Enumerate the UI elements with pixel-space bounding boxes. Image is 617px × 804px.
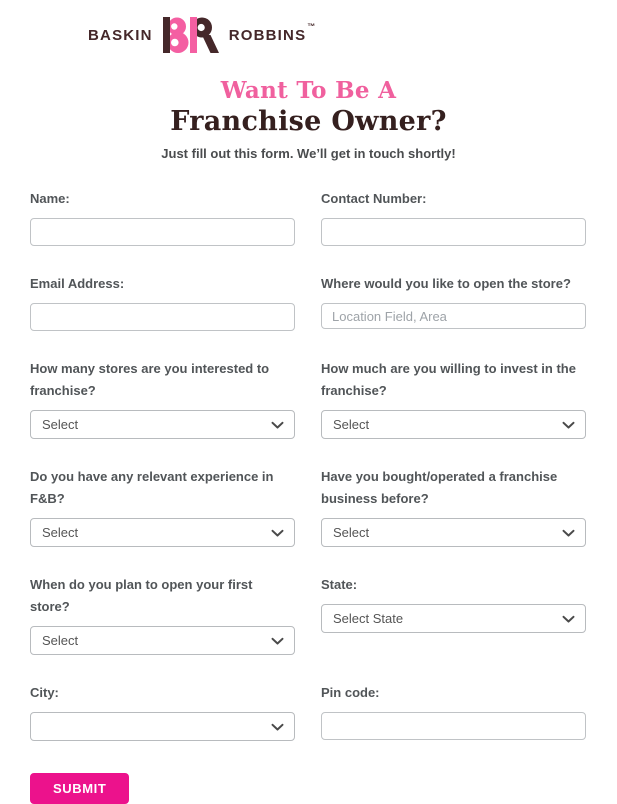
open-when-label: When do you plan to open your first store?: [30, 577, 253, 614]
open-when-select[interactable]: [30, 626, 295, 655]
store-location-label: Where would you like to open the store?: [321, 276, 571, 291]
br-monogram-icon: [162, 15, 220, 55]
email-input[interactable]: [30, 303, 295, 331]
logo-robbins-word: ROBBINS: [228, 26, 307, 44]
chevron-down-icon: [562, 421, 575, 429]
chevron-down-icon: [271, 421, 284, 429]
logo-robbins-text: [228, 21, 317, 44]
investment-select[interactable]: [321, 410, 586, 439]
franchise-before-label: Have you bought/operated a franchise business before?: [321, 469, 558, 506]
page-title-line2: Franchise Owner?: [170, 106, 447, 137]
field-stores-count: [30, 358, 295, 439]
franchise-form: [30, 188, 587, 768]
state-label: State:: [321, 577, 358, 592]
email-label: Email Address:: [30, 276, 125, 291]
field-open-when: [30, 574, 295, 655]
chevron-down-icon: [271, 529, 284, 537]
contact-number-input[interactable]: [321, 218, 586, 246]
investment-label: How much are you willing to invest in the franchise?: [321, 361, 576, 398]
hero-section: [0, 77, 617, 161]
submit-button[interactable]: SUBMIT: [30, 773, 129, 804]
field-name: [30, 188, 295, 246]
open-when-selected-value: Select: [42, 633, 79, 648]
page-subtitle: Just fill out this form. We’ll get in touch shortly!: [161, 146, 456, 161]
chevron-down-icon: [271, 637, 284, 645]
submit-row: [30, 773, 617, 804]
name-label: Name:: [30, 191, 70, 206]
field-email: [30, 273, 295, 331]
stores-count-select[interactable]: [30, 410, 295, 439]
field-state: [321, 574, 586, 633]
pin-code-label: Pin code:: [321, 685, 380, 700]
stores-count-label: How many stores are you interested to franchise?: [30, 361, 270, 398]
field-contact-number: [321, 188, 586, 246]
franchise-before-select[interactable]: [321, 518, 586, 547]
store-location-input[interactable]: [321, 303, 586, 329]
chevron-down-icon: [562, 529, 575, 537]
contact-number-label: Contact Number:: [321, 191, 427, 206]
field-pin-code: [321, 682, 586, 740]
city-label: City:: [30, 685, 59, 700]
state-select[interactable]: [321, 604, 586, 633]
chevron-down-icon: [271, 723, 284, 731]
fnb-experience-label: Do you have any relevant experience in F&B?: [30, 469, 274, 506]
field-store-location: [321, 273, 586, 329]
baskin-robbins-logo: [88, 0, 617, 55]
field-fnb-experience: [30, 466, 295, 547]
state-selected-value: Select State: [333, 611, 404, 626]
page-title-line1: Want To Be A: [220, 77, 397, 104]
stores-count-selected-value: Select: [42, 417, 79, 432]
fnb-experience-selected-value: Select: [42, 525, 79, 540]
fnb-experience-select[interactable]: [30, 518, 295, 547]
trademark-symbol: ™: [307, 21, 317, 31]
franchise-before-selected-value: Select: [333, 525, 370, 540]
field-franchise-before: [321, 466, 586, 547]
chevron-down-icon: [562, 615, 575, 623]
field-city: [30, 682, 295, 741]
field-investment: [321, 358, 586, 439]
name-input[interactable]: [30, 218, 295, 246]
pin-code-input[interactable]: [321, 712, 586, 740]
logo-baskin-text: BASKIN: [88, 26, 153, 44]
city-select[interactable]: [30, 712, 295, 741]
investment-selected-value: Select: [333, 417, 370, 432]
